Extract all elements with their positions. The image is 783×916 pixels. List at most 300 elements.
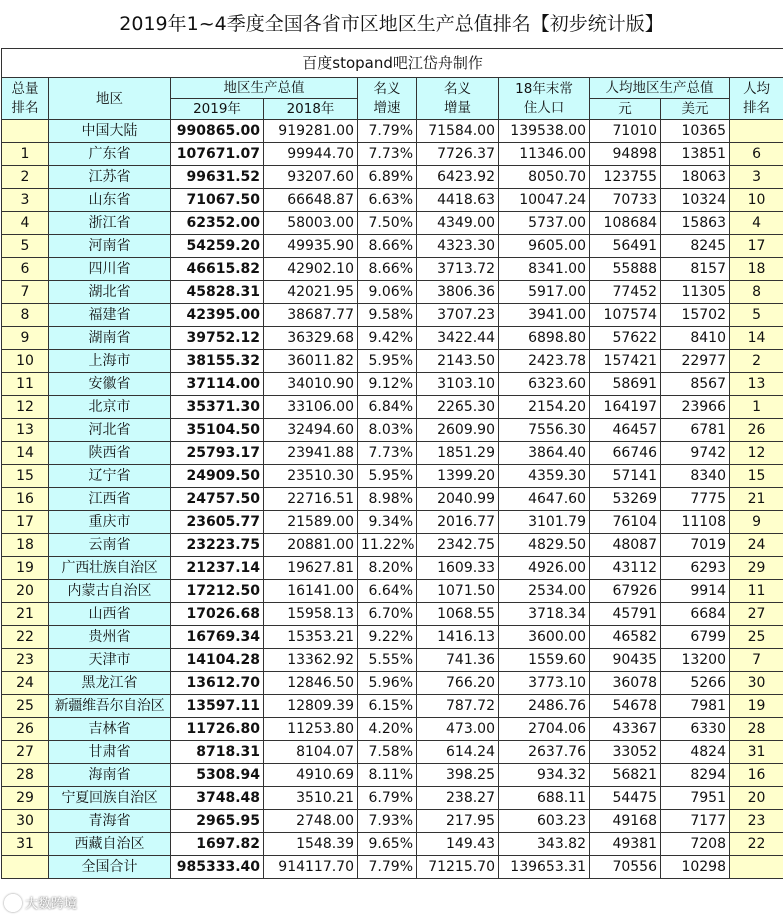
- cell-population: 934.32: [499, 764, 590, 787]
- cell-gdp-rank: 2: [2, 166, 49, 189]
- cell-nominal-increase: 71215.70: [417, 856, 499, 879]
- cell-gdp-2018: 49935.90: [264, 235, 358, 258]
- cell-per-capita-rank: 11: [730, 580, 783, 603]
- header-per-capita-rank: 人均排名: [730, 78, 783, 120]
- cell-gdp-2018: 12846.50: [264, 672, 358, 695]
- cell-population: 1559.60: [499, 649, 590, 672]
- cell-per-capita-rank: 4: [730, 212, 783, 235]
- cell-per-capita-usd: 7208: [661, 833, 730, 856]
- cell-nominal-growth-rate: 9.42%: [358, 327, 417, 350]
- header-per-capita-cny: 元: [590, 99, 661, 120]
- cell-nominal-growth-rate: 6.70%: [358, 603, 417, 626]
- cell-per-capita-rank: 29: [730, 557, 783, 580]
- cell-gdp-2018: 4910.69: [264, 764, 358, 787]
- cell-per-capita-rank: 15: [730, 465, 783, 488]
- cell-gdp-2018: 33106.00: [264, 396, 358, 419]
- cell-per-capita-rank: 6: [730, 143, 783, 166]
- cell-per-capita-cny: 76104: [590, 511, 661, 534]
- cell-gdp-2019: 2965.95: [171, 810, 264, 833]
- cell-nominal-increase: 3707.23: [417, 304, 499, 327]
- cell-per-capita-usd: 7177: [661, 810, 730, 833]
- cell-nominal-increase: 7726.37: [417, 143, 499, 166]
- cell-per-capita-cny: 66746: [590, 442, 661, 465]
- table-row: [2, 718, 783, 741]
- cell-per-capita-usd: 8245: [661, 235, 730, 258]
- cell-region: 海南省: [49, 764, 171, 787]
- cell-population: 5737.00: [499, 212, 590, 235]
- cell-nominal-increase: 3422.44: [417, 327, 499, 350]
- cell-per-capita-usd: 8410: [661, 327, 730, 350]
- cell-region: 新疆维吾尔自治区: [49, 695, 171, 718]
- cell-gdp-rank: 21: [2, 603, 49, 626]
- cell-nominal-increase: 6423.92: [417, 166, 499, 189]
- header-per-capita-group: 人均地区生产总值: [590, 78, 730, 99]
- cell-gdp-rank: 18: [2, 534, 49, 557]
- header-per-capita-usd: 美元: [661, 99, 730, 120]
- cell-per-capita-cny: 77452: [590, 281, 661, 304]
- cell-per-capita-rank: [730, 856, 783, 879]
- cell-per-capita-rank: 3: [730, 166, 783, 189]
- cell-per-capita-rank: 27: [730, 603, 783, 626]
- cell-per-capita-rank: 24: [730, 534, 783, 557]
- table-row: [2, 695, 783, 718]
- cell-per-capita-rank: 25: [730, 626, 783, 649]
- cell-gdp-rank: 4: [2, 212, 49, 235]
- cell-gdp-2019: 17026.68: [171, 603, 264, 626]
- cell-population: 10047.24: [499, 189, 590, 212]
- header-gdp-group: 地区生产总值: [171, 78, 358, 99]
- cell-per-capita-usd: 6684: [661, 603, 730, 626]
- cell-per-capita-usd: 8340: [661, 465, 730, 488]
- cell-nominal-increase: 1071.50: [417, 580, 499, 603]
- cell-gdp-2018: 38687.77: [264, 304, 358, 327]
- cell-gdp-2018: 11253.80: [264, 718, 358, 741]
- cell-gdp-rank: 22: [2, 626, 49, 649]
- cell-gdp-2018: 15353.21: [264, 626, 358, 649]
- cell-nominal-increase: 3103.10: [417, 373, 499, 396]
- cell-region: 广西壮族自治区: [49, 557, 171, 580]
- cell-gdp-2019: 1697.82: [171, 833, 264, 856]
- table-row: [2, 810, 783, 833]
- cell-nominal-increase: 1399.20: [417, 465, 499, 488]
- cell-gdp-2018: 919281.00: [264, 120, 358, 143]
- cell-per-capita-cny: 70556: [590, 856, 661, 879]
- cell-gdp-2019: 13612.70: [171, 672, 264, 695]
- table-row: [2, 465, 783, 488]
- cell-population: 3101.79: [499, 511, 590, 534]
- cell-region: 云南省: [49, 534, 171, 557]
- cell-population: 688.11: [499, 787, 590, 810]
- table-row: [2, 787, 783, 810]
- cell-population: 343.82: [499, 833, 590, 856]
- table-row: [2, 304, 783, 327]
- cell-population: 2704.06: [499, 718, 590, 741]
- cell-region: 湖北省: [49, 281, 171, 304]
- cell-gdp-2018: 58003.00: [264, 212, 358, 235]
- cell-gdp-2019: 35104.50: [171, 419, 264, 442]
- cell-nominal-growth-rate: 4.20%: [358, 718, 417, 741]
- header-gdp-rank: 总量排名: [2, 78, 49, 120]
- cell-nominal-growth-rate: 7.93%: [358, 810, 417, 833]
- cell-gdp-2018: 42021.95: [264, 281, 358, 304]
- cell-gdp-rank: 12: [2, 396, 49, 419]
- cell-region: 浙江省: [49, 212, 171, 235]
- cell-nominal-growth-rate: 5.95%: [358, 350, 417, 373]
- cell-gdp-2019: 990865.00: [171, 120, 264, 143]
- cell-gdp-2019: 45828.31: [171, 281, 264, 304]
- cell-per-capita-usd: 8157: [661, 258, 730, 281]
- header-region: 地区: [49, 78, 171, 120]
- cell-gdp-rank: 29: [2, 787, 49, 810]
- cell-per-capita-usd: 18063: [661, 166, 730, 189]
- table-row: [2, 672, 783, 695]
- cell-per-capita-cny: 58691: [590, 373, 661, 396]
- cell-nominal-increase: 2265.30: [417, 396, 499, 419]
- cell-per-capita-usd: 10365: [661, 120, 730, 143]
- cell-gdp-rank: 5: [2, 235, 49, 258]
- cell-region: 河南省: [49, 235, 171, 258]
- cell-per-capita-rank: 2: [730, 350, 783, 373]
- cell-per-capita-rank: 26: [730, 419, 783, 442]
- cell-per-capita-cny: 43112: [590, 557, 661, 580]
- cell-population: 9605.00: [499, 235, 590, 258]
- cell-gdp-2018: 36329.68: [264, 327, 358, 350]
- cell-population: 5917.00: [499, 281, 590, 304]
- cell-nominal-growth-rate: 8.11%: [358, 764, 417, 787]
- cell-region: 中国大陆: [49, 120, 171, 143]
- cell-gdp-2019: 42395.00: [171, 304, 264, 327]
- cell-gdp-2019: 11726.80: [171, 718, 264, 741]
- cell-gdp-2018: 99944.70: [264, 143, 358, 166]
- cell-per-capita-cny: 56821: [590, 764, 661, 787]
- subtitle-row: [2, 49, 783, 78]
- cell-per-capita-usd: 15702: [661, 304, 730, 327]
- watermark-text: 大数跨境: [25, 897, 78, 912]
- cell-population: 2637.76: [499, 741, 590, 764]
- cell-region: 江西省: [49, 488, 171, 511]
- table-row: [2, 511, 783, 534]
- cell-nominal-growth-rate: 8.98%: [358, 488, 417, 511]
- header-population: 18年末常住人口: [499, 78, 590, 120]
- cell-gdp-rank: 8: [2, 304, 49, 327]
- watermark: [4, 894, 77, 914]
- cell-per-capita-cny: 46582: [590, 626, 661, 649]
- cell-population: 6323.60: [499, 373, 590, 396]
- cell-per-capita-rank: 19: [730, 695, 783, 718]
- cell-per-capita-rank: 10: [730, 189, 783, 212]
- cell-gdp-rank: 27: [2, 741, 49, 764]
- cell-nominal-growth-rate: 5.96%: [358, 672, 417, 695]
- cell-gdp-2018: 15958.13: [264, 603, 358, 626]
- cell-gdp-2019: 39752.12: [171, 327, 264, 350]
- cell-gdp-2018: 93207.60: [264, 166, 358, 189]
- cell-region: 甘肃省: [49, 741, 171, 764]
- cell-nominal-growth-rate: 6.79%: [358, 787, 417, 810]
- cell-per-capita-cny: 46457: [590, 419, 661, 442]
- cell-region: 青海省: [49, 810, 171, 833]
- cell-gdp-2018: 13362.92: [264, 649, 358, 672]
- cell-gdp-2019: 24757.50: [171, 488, 264, 511]
- cell-per-capita-cny: 108684: [590, 212, 661, 235]
- cell-nominal-increase: 238.27: [417, 787, 499, 810]
- cell-nominal-increase: 398.25: [417, 764, 499, 787]
- cell-gdp-2018: 1548.39: [264, 833, 358, 856]
- cell-population: 6898.80: [499, 327, 590, 350]
- cell-per-capita-rank: 9: [730, 511, 783, 534]
- cell-gdp-2019: 23223.75: [171, 534, 264, 557]
- cell-nominal-increase: 2143.50: [417, 350, 499, 373]
- cell-per-capita-usd: 10324: [661, 189, 730, 212]
- cell-region: 宁夏回族自治区: [49, 787, 171, 810]
- table-row: [2, 327, 783, 350]
- cell-gdp-2019: 37114.00: [171, 373, 264, 396]
- cell-population: 8050.70: [499, 166, 590, 189]
- cell-per-capita-usd: 9742: [661, 442, 730, 465]
- cell-per-capita-usd: 6330: [661, 718, 730, 741]
- table-row: [2, 189, 783, 212]
- cell-per-capita-cny: 57141: [590, 465, 661, 488]
- cell-population: 3773.10: [499, 672, 590, 695]
- cell-nominal-growth-rate: 8.66%: [358, 235, 417, 258]
- cell-gdp-2019: 54259.20: [171, 235, 264, 258]
- cell-nominal-growth-rate: 11.22%: [358, 534, 417, 557]
- table-row: [2, 166, 783, 189]
- table-row: [2, 833, 783, 856]
- cell-region: 吉林省: [49, 718, 171, 741]
- cell-per-capita-cny: 90435: [590, 649, 661, 672]
- cell-nominal-growth-rate: 9.58%: [358, 304, 417, 327]
- cell-gdp-2019: 14104.28: [171, 649, 264, 672]
- cell-per-capita-cny: 157421: [590, 350, 661, 373]
- cell-gdp-2019: 13597.11: [171, 695, 264, 718]
- cell-gdp-rank: [2, 120, 49, 143]
- cell-gdp-2018: 3510.21: [264, 787, 358, 810]
- cell-nominal-growth-rate: 5.95%: [358, 465, 417, 488]
- cell-nominal-increase: 787.72: [417, 695, 499, 718]
- cell-region: 辽宁省: [49, 465, 171, 488]
- cell-gdp-rank: 14: [2, 442, 49, 465]
- cell-gdp-rank: [2, 856, 49, 879]
- table-subtitle: 百度stopand吧江岱舟制作: [2, 49, 783, 78]
- cell-nominal-growth-rate: 7.58%: [358, 741, 417, 764]
- cell-per-capita-usd: 6781: [661, 419, 730, 442]
- cell-gdp-2019: 3748.48: [171, 787, 264, 810]
- cell-gdp-2019: 985333.40: [171, 856, 264, 879]
- cell-gdp-rank: 13: [2, 419, 49, 442]
- cell-nominal-increase: 2016.77: [417, 511, 499, 534]
- table-row: [2, 442, 783, 465]
- header-nominal-growth-rate: 名义增速: [358, 78, 417, 120]
- cell-region: 西藏自治区: [49, 833, 171, 856]
- cell-nominal-growth-rate: 8.03%: [358, 419, 417, 442]
- cell-gdp-rank: 7: [2, 281, 49, 304]
- cell-per-capita-usd: 5266: [661, 672, 730, 695]
- cell-population: 4926.00: [499, 557, 590, 580]
- cell-gdp-2018: 42902.10: [264, 258, 358, 281]
- cell-region: 重庆市: [49, 511, 171, 534]
- cell-per-capita-usd: 7775: [661, 488, 730, 511]
- cell-nominal-growth-rate: 6.89%: [358, 166, 417, 189]
- cell-per-capita-cny: 107574: [590, 304, 661, 327]
- cell-nominal-increase: 3806.36: [417, 281, 499, 304]
- cell-nominal-growth-rate: 8.20%: [358, 557, 417, 580]
- cell-per-capita-rank: 28: [730, 718, 783, 741]
- table-row: [2, 120, 783, 143]
- cell-population: 4829.50: [499, 534, 590, 557]
- cell-gdp-rank: 3: [2, 189, 49, 212]
- cell-region: 江苏省: [49, 166, 171, 189]
- cell-gdp-rank: 11: [2, 373, 49, 396]
- cell-nominal-increase: 741.36: [417, 649, 499, 672]
- cell-gdp-rank: 1: [2, 143, 49, 166]
- cell-per-capita-cny: 48087: [590, 534, 661, 557]
- cell-nominal-growth-rate: 7.73%: [358, 442, 417, 465]
- cell-per-capita-rank: 30: [730, 672, 783, 695]
- cell-region: 山东省: [49, 189, 171, 212]
- cell-nominal-increase: 1851.29: [417, 442, 499, 465]
- cell-region: 河北省: [49, 419, 171, 442]
- cell-gdp-rank: 24: [2, 672, 49, 695]
- cell-region: 北京市: [49, 396, 171, 419]
- cell-gdp-2018: 914117.70: [264, 856, 358, 879]
- cell-gdp-2019: 17212.50: [171, 580, 264, 603]
- cell-nominal-growth-rate: 7.79%: [358, 856, 417, 879]
- cell-per-capita-cny: 70733: [590, 189, 661, 212]
- cell-population: 3718.34: [499, 603, 590, 626]
- cell-gdp-2018: 23510.30: [264, 465, 358, 488]
- table-row: [2, 281, 783, 304]
- table-row: [2, 557, 783, 580]
- cell-per-capita-rank: 1: [730, 396, 783, 419]
- cell-gdp-2019: 25793.17: [171, 442, 264, 465]
- cell-population: 3941.00: [499, 304, 590, 327]
- cell-gdp-rank: 6: [2, 258, 49, 281]
- cell-nominal-growth-rate: 9.12%: [358, 373, 417, 396]
- cell-gdp-2019: 23605.77: [171, 511, 264, 534]
- cell-nominal-increase: 4349.00: [417, 212, 499, 235]
- cell-nominal-growth-rate: 6.64%: [358, 580, 417, 603]
- cell-per-capita-cny: 164197: [590, 396, 661, 419]
- cell-gdp-2019: 35371.30: [171, 396, 264, 419]
- table-body: [2, 120, 783, 879]
- table-row: [2, 212, 783, 235]
- table-row: [2, 396, 783, 419]
- cell-nominal-increase: 4418.63: [417, 189, 499, 212]
- cell-nominal-growth-rate: 7.73%: [358, 143, 417, 166]
- cell-per-capita-usd: 15863: [661, 212, 730, 235]
- cell-nominal-growth-rate: 8.66%: [358, 258, 417, 281]
- cell-region: 全国合计: [49, 856, 171, 879]
- cell-per-capita-usd: 7951: [661, 787, 730, 810]
- cell-per-capita-usd: 8294: [661, 764, 730, 787]
- cell-per-capita-rank: 23: [730, 810, 783, 833]
- cell-nominal-increase: 4323.30: [417, 235, 499, 258]
- cell-nominal-increase: 71584.00: [417, 120, 499, 143]
- cell-per-capita-cny: 57622: [590, 327, 661, 350]
- cell-nominal-increase: 1416.13: [417, 626, 499, 649]
- cell-gdp-2018: 32494.60: [264, 419, 358, 442]
- cell-population: 8341.00: [499, 258, 590, 281]
- cell-per-capita-usd: 6293: [661, 557, 730, 580]
- cell-region: 安徽省: [49, 373, 171, 396]
- cell-region: 贵州省: [49, 626, 171, 649]
- cell-nominal-growth-rate: 6.63%: [358, 189, 417, 212]
- cell-gdp-2019: 8718.31: [171, 741, 264, 764]
- cell-nominal-increase: 1609.33: [417, 557, 499, 580]
- cell-nominal-increase: 1068.55: [417, 603, 499, 626]
- cell-gdp-2018: 66648.87: [264, 189, 358, 212]
- cell-per-capita-cny: 36078: [590, 672, 661, 695]
- cell-gdp-2019: 5308.94: [171, 764, 264, 787]
- cell-nominal-increase: 217.95: [417, 810, 499, 833]
- cell-population: 603.23: [499, 810, 590, 833]
- header-gdp-2019: 2019年: [171, 99, 264, 120]
- cell-population: 3864.40: [499, 442, 590, 465]
- cell-population: 7556.30: [499, 419, 590, 442]
- cell-population: 139653.31: [499, 856, 590, 879]
- cell-gdp-rank: 23: [2, 649, 49, 672]
- table-row: [2, 488, 783, 511]
- cell-region: 内蒙古自治区: [49, 580, 171, 603]
- cell-per-capita-cny: 71010: [590, 120, 661, 143]
- table-row: [2, 534, 783, 557]
- cell-per-capita-usd: 9914: [661, 580, 730, 603]
- cell-gdp-2019: 62352.00: [171, 212, 264, 235]
- cell-gdp-2018: 21589.00: [264, 511, 358, 534]
- cell-per-capita-rank: 16: [730, 764, 783, 787]
- cell-per-capita-cny: 55888: [590, 258, 661, 281]
- table-row: [2, 580, 783, 603]
- table-row: [2, 258, 783, 281]
- cell-region: 山西省: [49, 603, 171, 626]
- cell-per-capita-cny: 54678: [590, 695, 661, 718]
- cell-per-capita-rank: 13: [730, 373, 783, 396]
- cell-population: 139538.00: [499, 120, 590, 143]
- cell-gdp-2018: 19627.81: [264, 557, 358, 580]
- cell-per-capita-rank: 31: [730, 741, 783, 764]
- table-row: [2, 143, 783, 166]
- cell-per-capita-rank: 20: [730, 787, 783, 810]
- cell-gdp-2019: 46615.82: [171, 258, 264, 281]
- table-row: [2, 373, 783, 396]
- cell-gdp-2018: 34010.90: [264, 373, 358, 396]
- cell-nominal-increase: 473.00: [417, 718, 499, 741]
- cell-per-capita-cny: 53269: [590, 488, 661, 511]
- header-nominal-increase: 名义增量: [417, 78, 499, 120]
- cell-per-capita-cny: 43367: [590, 718, 661, 741]
- cell-gdp-2019: 21237.14: [171, 557, 264, 580]
- cell-per-capita-usd: 7981: [661, 695, 730, 718]
- cell-region: 广东省: [49, 143, 171, 166]
- cell-per-capita-rank: 5: [730, 304, 783, 327]
- cell-gdp-2019: 107671.07: [171, 143, 264, 166]
- cell-population: 11346.00: [499, 143, 590, 166]
- header-gdp-2018: 2018年: [264, 99, 358, 120]
- cell-per-capita-usd: 23966: [661, 396, 730, 419]
- table-row: [2, 649, 783, 672]
- cell-gdp-rank: 25: [2, 695, 49, 718]
- table-row: [2, 419, 783, 442]
- cell-nominal-growth-rate: 9.22%: [358, 626, 417, 649]
- table-row: [2, 764, 783, 787]
- cell-per-capita-rank: 8: [730, 281, 783, 304]
- cell-nominal-increase: 3713.72: [417, 258, 499, 281]
- cell-region: 湖南省: [49, 327, 171, 350]
- cell-per-capita-rank: 18: [730, 258, 783, 281]
- cell-per-capita-usd: 11305: [661, 281, 730, 304]
- cell-gdp-2018: 36011.82: [264, 350, 358, 373]
- cell-region: 黑龙江省: [49, 672, 171, 695]
